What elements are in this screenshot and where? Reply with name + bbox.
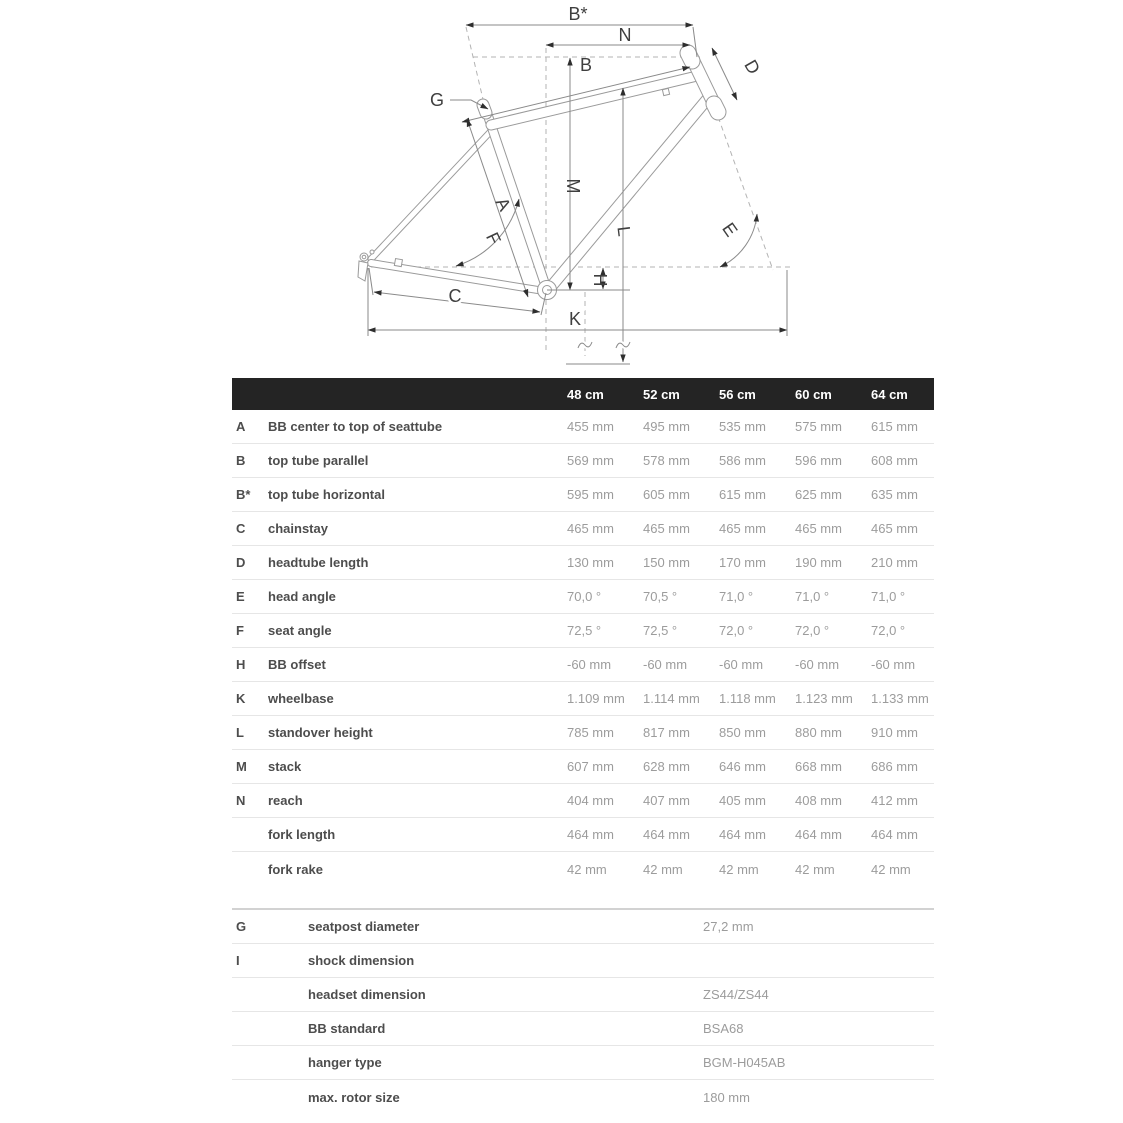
row-value: 535 mm xyxy=(719,419,766,434)
row-key: C xyxy=(236,521,246,536)
row-value: 465 mm xyxy=(795,521,842,536)
spec-row-key: I xyxy=(236,953,240,968)
row-label: fork rake xyxy=(268,861,323,877)
row-value: 596 mm xyxy=(795,453,842,468)
table-row xyxy=(232,444,934,478)
spec-row-value: 180 mm xyxy=(703,1089,750,1105)
row-key: B* xyxy=(236,487,251,502)
row-value: 72,0 ° xyxy=(795,623,830,638)
table-row xyxy=(232,546,934,580)
diagram-label-k: K xyxy=(568,309,582,329)
row-value: 586 mm xyxy=(719,453,766,468)
row-value: -60 mm xyxy=(567,657,612,672)
row-value: 668 mm xyxy=(795,759,842,774)
row-key: H xyxy=(236,657,246,672)
row-value: 578 mm xyxy=(643,453,690,468)
spec-row-value: BGM-H045AB xyxy=(703,1055,786,1070)
row-key: B xyxy=(236,453,246,468)
column-header: 56 cm xyxy=(719,386,756,402)
row-value: 72,0 ° xyxy=(719,623,754,638)
frame-geometry-diagram xyxy=(0,0,1123,375)
row-value: 42 mm xyxy=(567,861,607,877)
spec-row-label: seatpost diameter xyxy=(308,919,420,934)
geometry-tables xyxy=(232,378,934,1114)
row-value: 210 mm xyxy=(871,555,918,570)
spec-row-value: 27,2 mm xyxy=(703,919,754,934)
row-value: -60 mm xyxy=(643,657,688,672)
spec-table xyxy=(232,908,934,1114)
diagram-label-b-star: B* xyxy=(568,4,588,24)
row-value: 412 mm xyxy=(871,793,918,808)
diagram-label-d: D xyxy=(740,56,765,78)
table-row xyxy=(232,648,934,682)
row-value: 71,0 ° xyxy=(795,589,830,604)
row-value: 465 mm xyxy=(719,521,766,536)
row-value: 608 mm xyxy=(871,453,918,468)
row-key: A xyxy=(236,419,246,434)
spec-row xyxy=(232,978,934,1012)
table-row xyxy=(232,716,934,750)
row-value: 464 mm xyxy=(871,827,918,842)
row-value: 464 mm xyxy=(643,827,690,842)
row-value: 635 mm xyxy=(871,487,918,502)
row-value: 1.109 mm xyxy=(567,691,625,706)
table-row xyxy=(232,614,934,648)
row-value: 404 mm xyxy=(567,793,614,808)
row-value: 880 mm xyxy=(795,725,842,740)
spec-row xyxy=(232,1012,934,1046)
column-header: 52 cm xyxy=(643,386,680,402)
row-key: E xyxy=(236,589,245,604)
row-value: 170 mm xyxy=(719,555,766,570)
row-value: 465 mm xyxy=(643,521,690,536)
row-value: 408 mm xyxy=(795,793,842,808)
diagram-label-n: N xyxy=(618,25,632,45)
row-value: 1.133 mm xyxy=(871,691,929,706)
row-value: 407 mm xyxy=(643,793,690,808)
row-label: top tube parallel xyxy=(268,453,369,468)
row-label: top tube horizontal xyxy=(268,487,385,502)
row-value: -60 mm xyxy=(871,657,916,672)
row-value: 70,5 ° xyxy=(643,589,678,604)
diagram-label-c: C xyxy=(448,286,462,306)
spec-row-value: BSA68 xyxy=(703,1021,744,1036)
row-value: 42 mm xyxy=(643,861,683,877)
row-value: 910 mm xyxy=(871,725,918,740)
row-value: 72,5 ° xyxy=(643,623,678,638)
row-key: M xyxy=(236,759,247,774)
diagram-area xyxy=(0,0,1123,375)
row-value: 42 mm xyxy=(719,861,759,877)
row-value: 455 mm xyxy=(567,419,614,434)
row-value: 464 mm xyxy=(795,827,842,842)
row-value: 605 mm xyxy=(643,487,690,502)
row-value: 465 mm xyxy=(871,521,918,536)
row-value: 615 mm xyxy=(719,487,766,502)
spec-row-label: shock dimension xyxy=(308,953,415,968)
row-key: D xyxy=(236,555,246,570)
geometry-table-body xyxy=(232,410,934,886)
row-label: seat angle xyxy=(268,623,332,638)
row-value: 405 mm xyxy=(719,793,766,808)
spec-row xyxy=(232,944,934,978)
row-value: 1.114 mm xyxy=(643,691,700,706)
table-row xyxy=(232,852,934,886)
row-value: 686 mm xyxy=(871,759,918,774)
row-label: stack xyxy=(268,759,302,774)
spec-row-label: max. rotor size xyxy=(308,1089,400,1105)
row-label: BB center to top of seattube xyxy=(268,419,443,434)
row-key: F xyxy=(236,623,244,638)
row-value: 464 mm xyxy=(719,827,766,842)
row-value: 464 mm xyxy=(567,827,614,842)
diagram-label-l: L xyxy=(613,225,635,238)
row-label: BB offset xyxy=(268,657,326,672)
row-key: N xyxy=(236,793,246,808)
row-value: 628 mm xyxy=(643,759,690,774)
table-row xyxy=(232,784,934,818)
row-label: standover height xyxy=(268,725,373,740)
table-row xyxy=(232,750,934,784)
row-label: chainstay xyxy=(268,521,328,536)
diagram-label-b: B xyxy=(579,55,593,75)
row-value: 615 mm xyxy=(871,419,918,434)
spec-row-value: ZS44/ZS44 xyxy=(703,987,769,1002)
row-value: 575 mm xyxy=(795,419,842,434)
row-label: headtube length xyxy=(268,555,369,570)
diagram-label-h: H xyxy=(590,273,610,287)
diagram-label-g: G xyxy=(429,90,445,110)
spec-row-label: BB standard xyxy=(308,1021,386,1036)
bike-frame-drawing xyxy=(358,53,718,300)
row-value: 625 mm xyxy=(795,487,842,502)
table-row xyxy=(232,580,934,614)
table-row xyxy=(232,410,934,444)
spec-row xyxy=(232,1080,934,1114)
row-value: 71,0 ° xyxy=(871,589,906,604)
diagram-label-e: E xyxy=(718,218,742,241)
row-label: wheelbase xyxy=(268,691,334,706)
row-value: 72,0 ° xyxy=(871,623,906,638)
spec-row-label: hanger type xyxy=(308,1055,382,1070)
row-value: 595 mm xyxy=(567,487,614,502)
column-header: 48 cm xyxy=(567,386,604,402)
row-value: 495 mm xyxy=(643,419,690,434)
row-value: 42 mm xyxy=(795,861,835,877)
row-key: K xyxy=(236,691,246,706)
row-value: 71,0 ° xyxy=(719,589,754,604)
row-value: 130 mm xyxy=(567,555,614,570)
row-value: 646 mm xyxy=(719,759,766,774)
row-value: -60 mm xyxy=(795,657,840,672)
row-value: 850 mm xyxy=(719,725,766,740)
geometry-table-header xyxy=(232,378,934,410)
diagram-label-m: M xyxy=(563,178,583,194)
row-label: fork length xyxy=(268,827,336,842)
row-label: reach xyxy=(268,793,303,808)
row-value: 785 mm xyxy=(567,725,614,740)
table-row xyxy=(232,512,934,546)
row-key: L xyxy=(236,725,244,740)
column-header: 60 cm xyxy=(795,386,832,402)
row-value: 465 mm xyxy=(567,521,614,536)
table-row xyxy=(232,478,934,512)
row-value: 1.123 mm xyxy=(795,691,853,706)
spec-row-key: G xyxy=(236,919,247,934)
row-value: 817 mm xyxy=(643,725,690,740)
spec-row xyxy=(232,1046,934,1080)
row-value: 607 mm xyxy=(567,759,614,774)
spec-row xyxy=(232,910,934,944)
diagram-label-a: A xyxy=(491,194,515,215)
row-value: 150 mm xyxy=(643,555,690,570)
row-label: head angle xyxy=(268,589,336,604)
row-value: 42 mm xyxy=(871,861,911,877)
row-value: 569 mm xyxy=(567,453,614,468)
diagram-label-f: F xyxy=(482,229,505,248)
table-row xyxy=(232,818,934,852)
row-value: 70,0 ° xyxy=(567,589,602,604)
row-value: -60 mm xyxy=(719,657,764,672)
column-header: 64 cm xyxy=(871,386,908,402)
rear-dropout xyxy=(358,261,368,281)
row-value: 1.118 mm xyxy=(719,691,776,706)
row-value: 72,5 ° xyxy=(567,623,602,638)
table-row xyxy=(232,682,934,716)
spec-row-label: headset dimension xyxy=(308,987,426,1002)
row-value: 190 mm xyxy=(795,555,842,570)
